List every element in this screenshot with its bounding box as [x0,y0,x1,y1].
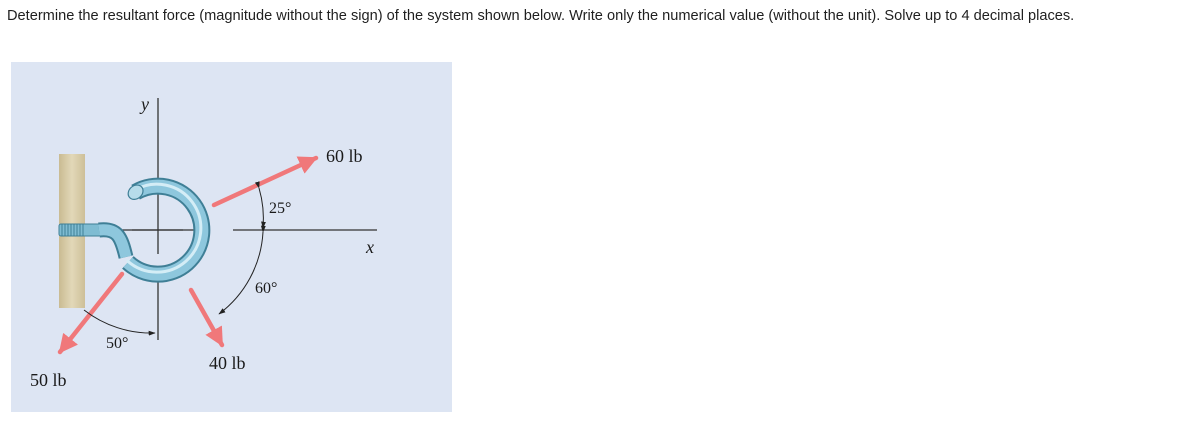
screw-thread [59,224,101,236]
force-label-40lb: 40 lb [209,353,246,373]
angle-label-60: 60° [255,280,278,297]
y-axis-label: y [141,94,149,114]
x-axis-label: x [366,237,374,257]
angle-label-25: 25° [269,200,292,217]
angle-label-50: 50° [106,335,129,352]
question-text: Determine the resultant force (magnitude without the sign) of the system shown below. Write only the numerical value (without the unit). Solve up to 4 decimal places. [7,8,1075,24]
force-diagram [11,62,452,412]
force-label-60lb: 60 lb [326,146,363,166]
force-label-50lb: 50 lb [30,370,67,390]
